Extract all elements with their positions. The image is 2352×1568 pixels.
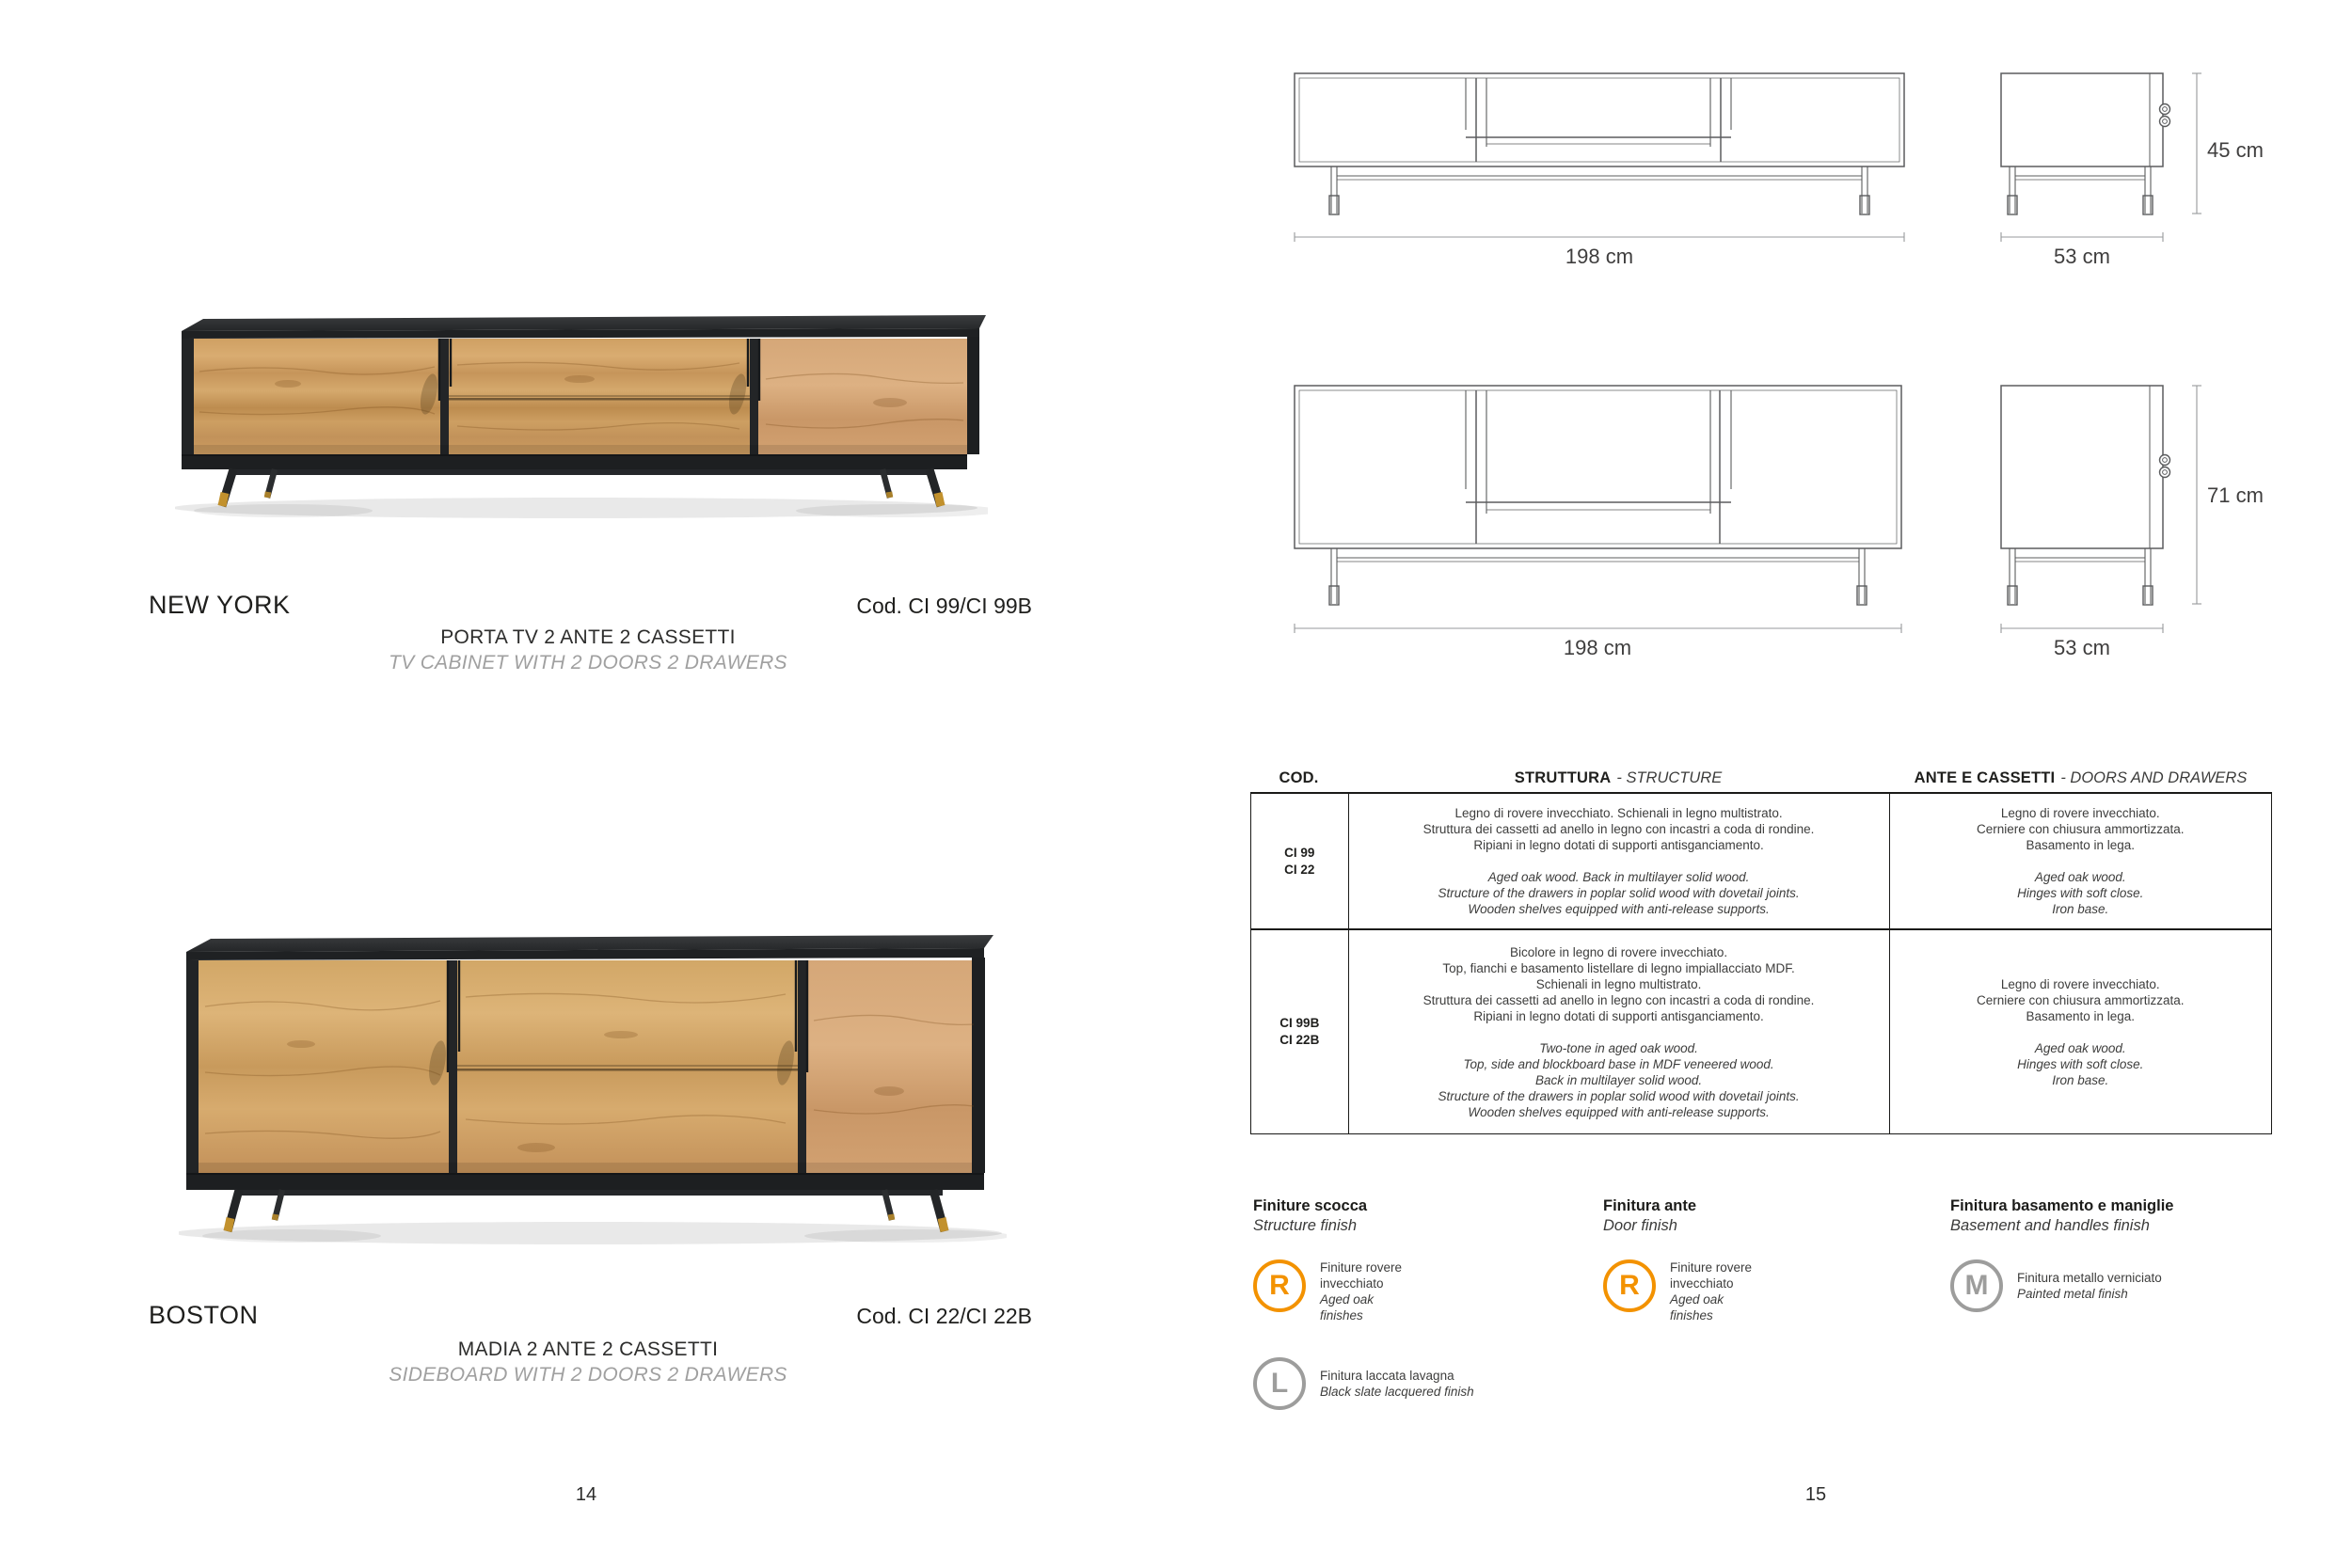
header-struttura: STRUTTURA [1514,768,1612,786]
finish-title-it: Finitura basamento e maniglie [1950,1197,2174,1214]
badge-label-it: Finitura metallo verniciato [2017,1271,2162,1285]
right-door [758,339,967,454]
finish-column-door [1603,1196,1923,1323]
spec-row-ci99b [1251,928,2271,1133]
hinge-icon [2160,104,2170,127]
finish-badge-r [1603,1259,1923,1323]
product-name-boston: BOSTON [149,1301,259,1329]
ante-it: Legno di rovere invecchiato. Cerniere con chiusura ammortizzata. Basamento in lega. [1976,976,2185,1023]
hinge-icon [2160,455,2170,478]
badge-label-it: Finiture rovere invecchiato [1670,1260,1753,1291]
badge-label-en: Aged oak finishes [1670,1292,1724,1323]
technical-drawings [1251,38,2352,677]
product-code-boston: Cod. CI 22/CI 22B [856,1304,1032,1328]
finish-column-structure [1253,1196,1582,1410]
product-code-new-york: Cod. CI 99/CI 99B [856,594,1032,618]
finish-title-it: Finiture scocca [1253,1197,1368,1214]
struttura-en: Aged oak wood. Back in multilayer solid wood. Structure of the drawers in poplar solid wood with dovetail joints. Wooden shelves equipped with anti-release supports. [1438,870,1800,916]
leg-stretcher [235,1190,943,1196]
base-rail [182,456,967,469]
dim-depth-row2: 53 cm [2054,636,2110,659]
header-ante: ANTE E CASSETTI [1914,768,2056,786]
floor-shadow [175,498,988,518]
dimension-lines-row1 [1295,73,2201,242]
finish-title-en: Basement and handles finish [1950,1217,2150,1234]
leg-stretcher [230,469,933,475]
spec-table [1250,764,2272,1134]
badge-label-en: Aged oak finishes [1320,1292,1375,1323]
header-structure-en: - STRUCTURE [1616,768,1723,786]
base-rail [186,1175,984,1190]
header-cod: COD. [1279,768,1319,786]
product-subtitle-en-boston: SIDEBOARD WITH 2 DOORS 2 DRAWERS [389,1364,787,1386]
struttura-it: Legno di rovere invecchiato. Schienali in legno multistrato. Struttura dei cassetti ad anello in legno con incastri a coda di rondine. Ripiani in legno dotati di supporti antisganciamento. [1422,806,1815,852]
finish-letter-icon: R [1253,1259,1306,1312]
product-subtitle-en-new-york: TV CABINET WITH 2 DOORS 2 DRAWERS [389,652,787,673]
product-photo-new-york [175,313,988,524]
finish-title-it: Finitura ante [1603,1197,1697,1214]
left-door [194,339,440,454]
struttura-cell [1348,930,1890,1133]
finish-letter-icon: R [1603,1259,1656,1312]
dimension-lines-row2 [1295,386,2201,633]
finish-title-en: Door finish [1603,1217,1677,1234]
left-door [199,960,449,1173]
dim-height-row1: 45 cm [2207,138,2264,162]
drawer-split [457,1069,798,1071]
dim-width-row2: 198 cm [1563,636,1632,659]
floor-shadow [179,1222,1007,1244]
badge-label-en: Painted metal finish [2017,1287,2128,1301]
finish-badge-m [1950,1259,2345,1312]
dim-depth-row1: 53 cm [2054,245,2110,268]
struttura-it: Bicolore in legno di rovere invecchiato. Top, fianchi e basamento listellare di legno impiallacciato MDF. Schienali in legno multistrato. Struttura dei cassetti ad anello in legno con incastri a coda di rondine. Ripiani in legno dotati di supporti antisganciamento. [1422,944,1815,1023]
codes-cell: CI 99 CI 22 [1284,845,1315,877]
product-photo-boston [179,931,1007,1246]
finish-badge-l [1253,1357,1582,1410]
sideboard-side-view [2001,386,2170,605]
page-number-left: 14 [575,1484,597,1505]
finish-column-basement [1950,1196,2345,1312]
ante-en: Aged oak wood. Hinges with soft close. Iron base. [2017,870,2144,916]
ante-cell [1890,794,2272,928]
dim-width-row1: 198 cm [1565,245,1634,268]
right-door [806,960,972,1173]
ante-it: Legno di rovere invecchiato. Cerniere con chiusura ammortizzata. Basamento in lega. [1976,806,2185,852]
tv-cabinet-side-view [2001,73,2170,214]
product-name-new-york: NEW YORK [149,591,291,619]
finish-letter-icon: M [1950,1259,2003,1312]
sideboard-front-view [1295,386,1901,605]
badge-label-it: Finiture rovere invecchiato [1320,1260,1403,1291]
page-number-right: 15 [1804,1484,1827,1505]
product-subtitle-it-new-york: PORTA TV 2 ANTE 2 CASSETTI [440,626,736,648]
ante-en: Aged oak wood. Hinges with soft close. Iron base. [2017,1040,2144,1087]
product-subtitle-it-boston: MADIA 2 ANTE 2 CASSETTI [457,1338,719,1360]
finish-title-en: Structure finish [1253,1217,1358,1234]
ante-cell [1890,930,2272,1133]
spec-row-ci99 [1251,794,2271,928]
codes-cell: CI 99B CI 22B [1279,1016,1320,1047]
drawers [457,960,798,1173]
badge-label-en: Black slate lacquered finish [1320,1385,1474,1399]
drawer-split [449,398,750,401]
badge-label-it: Finitura laccata lavagna [1320,1369,1454,1383]
spec-table-header [1250,764,2272,792]
struttura-en: Two-tone in aged oak wood. Top, side and blockboard base in MDF veneered wood. Back in multilayer solid wood. Structure of the drawers in poplar solid wood with dovetail joints. Wooden shelves equipped with anti-release supports. [1438,1040,1800,1119]
tv-cabinet-front-view [1295,73,1904,214]
dim-height-row2: 71 cm [2207,483,2264,507]
finish-letter-icon: L [1253,1357,1306,1410]
finish-badge-r [1253,1259,1582,1323]
struttura-cell [1348,794,1890,928]
header-doors-en: - DOORS AND DRAWERS [2060,768,2248,786]
